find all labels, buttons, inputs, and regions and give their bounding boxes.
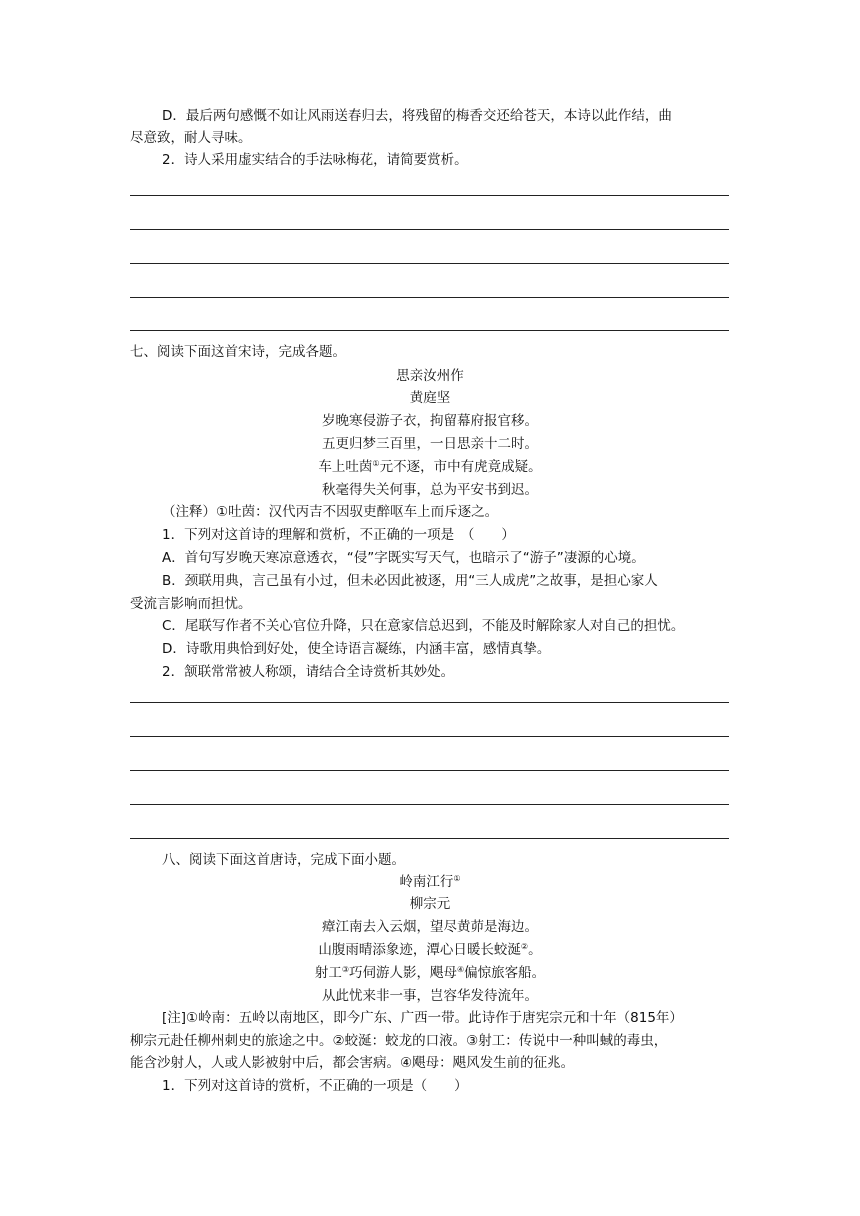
s8-poem-author: 柳宗元 bbox=[409, 896, 451, 912]
s7-heading: 七、阅读下面这首宋诗，完成各题。 bbox=[130, 344, 346, 360]
answer-line[interactable] bbox=[130, 804, 729, 805]
s8-poem-title-text: 岭南江行 bbox=[399, 874, 454, 890]
answer-line[interactable] bbox=[130, 736, 729, 737]
s8-poem-line2 bbox=[130, 940, 730, 960]
answer-line[interactable] bbox=[130, 263, 729, 264]
footnote-mark: ① bbox=[453, 874, 461, 883]
s7-poem-line2: 五更归梦三百里，一日思亲十二时。 bbox=[322, 436, 538, 452]
s6-question-2: 2．诗人采用虚实结合的手法咏梅花，请简要赏析。 bbox=[162, 152, 468, 168]
answer-line[interactable] bbox=[130, 297, 729, 298]
answer-line[interactable] bbox=[130, 195, 729, 196]
s6-option-d-line2: 尽意致，耐人寻味。 bbox=[130, 130, 252, 146]
s7-poem-title: 思亲汝州作 bbox=[396, 368, 464, 384]
s8-poem-line4: 从此忧来非一事，岂容华发待流年。 bbox=[322, 988, 538, 1004]
s8-poem-line1: 瘴江南去入云烟，望尽黄茆是海边。 bbox=[322, 919, 538, 935]
s7-option-b-line2: 受流言影响而担忧。 bbox=[130, 596, 252, 612]
s7-poem-line3 bbox=[130, 457, 730, 477]
s7-poem-line1: 岁晚寒侵游子衣，拘留幕府报官移。 bbox=[322, 413, 538, 429]
answer-line[interactable] bbox=[130, 330, 729, 331]
s8-poem-line3-part2: 巧伺游人影，飓母 bbox=[349, 965, 457, 981]
s6-option-d-line1: D．最后两句感慨不如让风雨送春归去，将残留的梅香交还给苍天，本诗以此作结，曲 bbox=[162, 108, 672, 124]
footnote-mark: ④ bbox=[457, 965, 465, 974]
s8-poem-line3 bbox=[130, 963, 730, 983]
answer-line[interactable] bbox=[130, 838, 729, 839]
s8-poem-line3-part1: 射工 bbox=[314, 965, 342, 981]
s7-option-b-line1: B．颈联用典，言己虽有小过，但未必因此被逐，用“三人成虎”之故事，是担心家人 bbox=[162, 573, 658, 589]
s7-poem-line3-part2: 元不逐，市中有虎竟成疑。 bbox=[379, 459, 542, 475]
s7-question-2: 2．颔联常常被人称颂，请结合全诗赏析其妙处。 bbox=[162, 664, 455, 680]
s8-poem-title bbox=[130, 872, 730, 892]
answer-line[interactable] bbox=[130, 770, 729, 771]
s7-option-d: D．诗歌用典恰到好处，使全诗语言凝练，内涵丰富，感情真挚。 bbox=[162, 641, 551, 657]
s7-poem-line3-part1: 车上吐茵 bbox=[318, 459, 373, 475]
s8-note-line2: 柳宗元赴任柳州刺史的旅途之中。②蛟涎：蛟龙的口液。③射工：传说中一种叫蜮的毒虫， bbox=[130, 1033, 668, 1049]
s7-question-1: 1．下列对这首诗的理解和赏析，不正确的一项是 （ ） bbox=[162, 527, 515, 543]
s7-note: （注释）①吐茵：汉代丙吉不因驭吏醉呕车上而斥逐之。 bbox=[162, 504, 499, 520]
answer-line[interactable] bbox=[130, 702, 729, 703]
s7-option-c: C．尾联写作者不关心官位升降，只在意家信总迟到，不能及时解除家人对自己的担忧。 bbox=[162, 618, 685, 634]
footnote-mark: ① bbox=[372, 459, 380, 468]
footnote-mark: ③ bbox=[341, 965, 349, 974]
s7-option-a: A．首句写岁晚天寒凉意透衣，“侵”字既实写天气，也暗示了“游子”凄源的心境。 bbox=[162, 550, 645, 566]
s8-question-1: 1．下列对这首诗的赏析，不正确的一项是（ ） bbox=[162, 1078, 468, 1094]
s8-poem-line2-part2: 。 bbox=[528, 942, 542, 958]
s7-poem-author: 黄庭坚 bbox=[409, 390, 451, 406]
s8-note-line3: 能含沙射人，人或人影被射中后，都会害病。④飓母：飓风发生前的征兆。 bbox=[130, 1055, 575, 1071]
footnote-mark: ② bbox=[520, 942, 529, 951]
s7-poem-line4: 秋毫得失关何事，总为平安书到迟。 bbox=[322, 482, 538, 498]
s8-heading: 八、阅读下面这首唐诗，完成下面小题。 bbox=[162, 852, 405, 868]
s8-poem-line2-part1: 山腹雨晴添象迹，潭心日暖长蛟涎 bbox=[318, 942, 521, 958]
s8-poem-line3-part3: 偏惊旅客船。 bbox=[464, 965, 546, 981]
s8-note-line1: [注]①岭南：五岭以南地区，即今广东、广西一带。此诗作于唐宪宗元和十年（815年） bbox=[162, 1010, 683, 1026]
answer-line[interactable] bbox=[130, 229, 729, 230]
